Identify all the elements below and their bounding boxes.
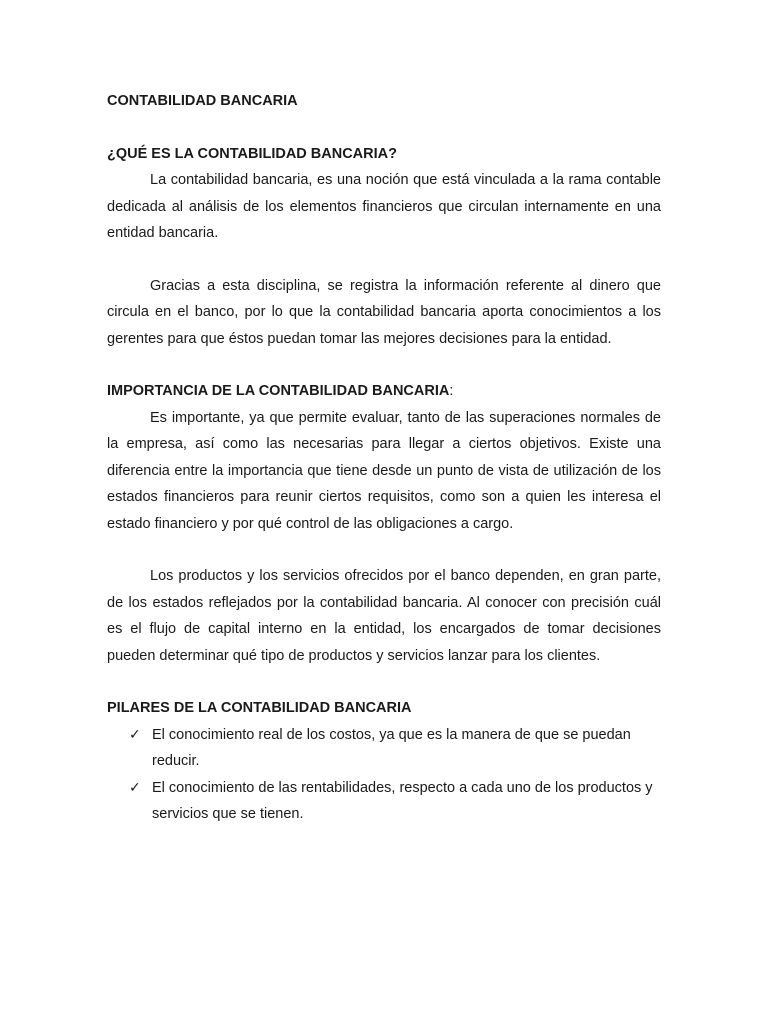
list-item-text: El conocimiento real de los costos, ya que es la manera de que se puedan reducir. — [152, 726, 631, 769]
section-heading-pilares: PILARES DE LA CONTABILIDAD BANCARIA — [107, 700, 412, 716]
paragraph: Gracias a esta disciplina, se registra la información referente al dinero que circula en el banco, por lo que la contabilidad bancaria aporta conocimientos a los gerentes para que éstos puedan tomar las mejores decisiones para la entidad. — [107, 277, 661, 347]
section-pilares — [107, 695, 661, 828]
list-item — [107, 722, 661, 775]
paragraph: La contabilidad bancaria, es una noción que está vinculada a la rama contable dedicada al análisis de los elementos financieros que circulan internamente en una entidad bancaria. — [107, 172, 661, 241]
spacer — [107, 669, 661, 695]
paragraph: Los productos y los servicios ofrecidos por el banco dependen, en gran parte, de los estados reflejados por la contabilidad bancaria. Al conocer con precisión cuál es el flujo de capital interno en la entidad, los encargados de tomar decisiones pueden determinar qué tipo de productos y servicios lanzar para los clientes. — [107, 568, 661, 664]
document-page — [107, 88, 661, 828]
check-icon: ✓ — [129, 779, 141, 796]
document-title: CONTABILIDAD BANCARIA — [107, 93, 298, 109]
section-heading-importancia — [107, 378, 661, 405]
spacer — [107, 352, 661, 378]
pillars-list — [107, 722, 661, 828]
section-importancia — [107, 378, 661, 669]
check-icon: ✓ — [129, 726, 141, 743]
paragraph: Es importante, ya que permite evaluar, tanto de las superaciones normales de la empresa, así como las necesarias para llegar a ciertos objetivos. Existe una diferencia entre la importancia que tiene desde un punto de vista de utilización de los estados financieros para reunir ciertos requisitos, como son a quien les interesa el estado financiero y por qué control de las obligaciones a cargo. — [107, 409, 661, 532]
section-que-es — [107, 141, 661, 353]
section-heading-text: IMPORTANCIA DE LA CONTABILIDAD BANCARIA — [107, 383, 450, 399]
section-heading-que-es: ¿QUÉ ES LA CONTABILIDAD BANCARIA? — [107, 145, 397, 162]
section-heading-colon: : — [449, 383, 454, 399]
list-item — [107, 775, 661, 828]
list-item-text: El conocimiento de las rentabilidades, respecto a cada uno de los productos y servicios que se tienen. — [152, 779, 653, 822]
